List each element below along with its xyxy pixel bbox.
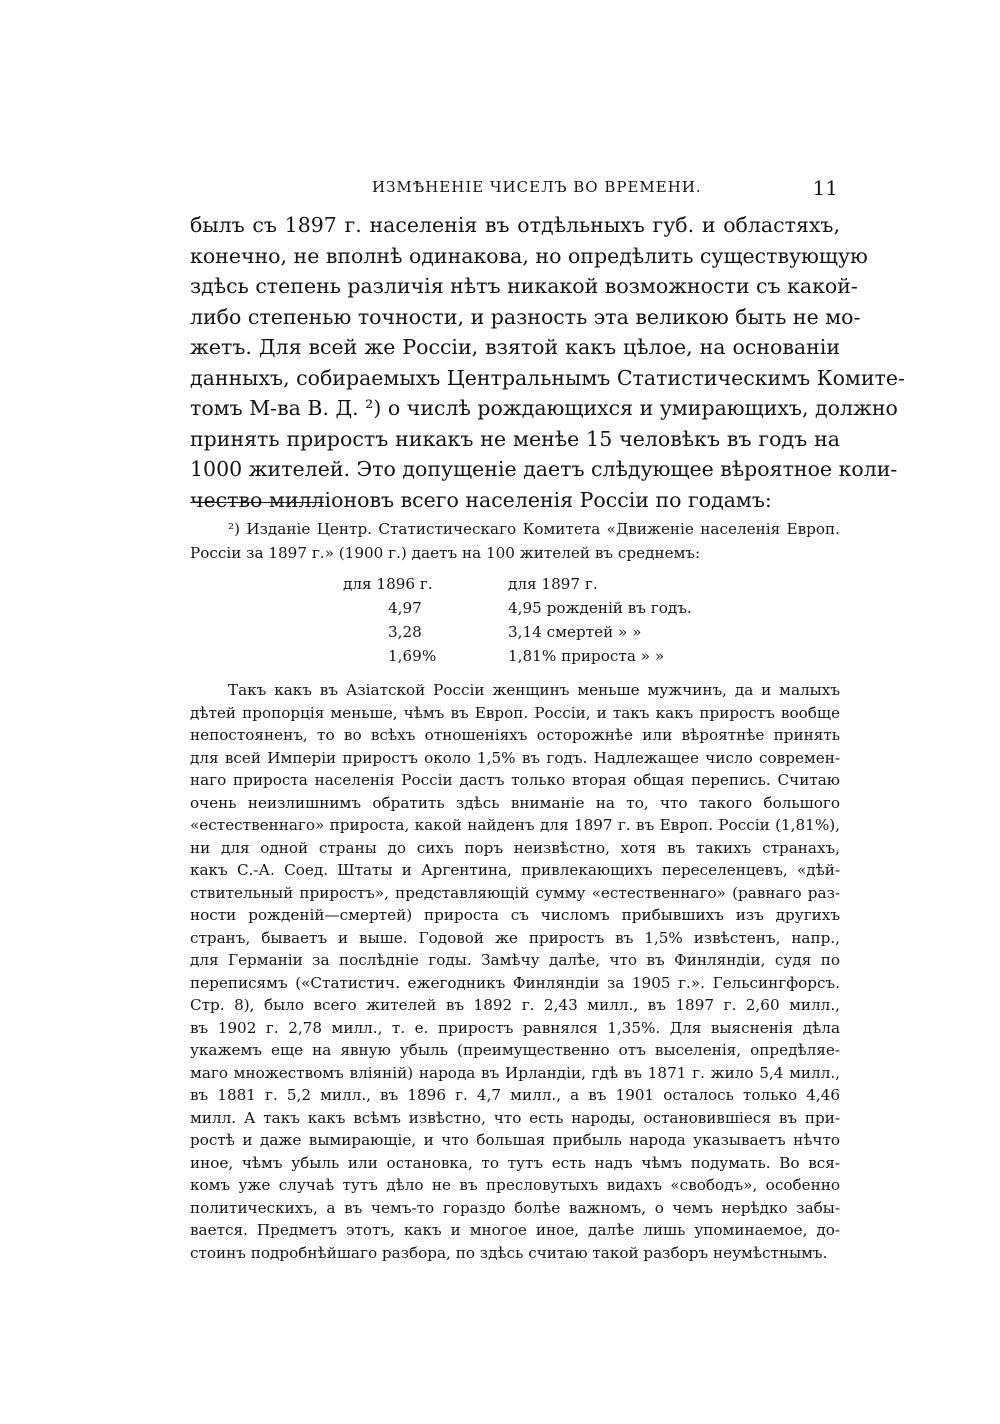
small-text-line: комъ уже случаѣ тутъ дѣло не въ пресловутыхъ видахъ «свободъ», особенно	[190, 1176, 840, 1194]
table-cell-1897: 4,95 рожденій въ годъ.	[508, 599, 692, 617]
small-text-line: Такъ какъ въ Азіатской Россіи женщинъ меньше мужчинъ, да и малыхъ	[228, 681, 840, 699]
small-text-line: иное, чѣмъ убыль или остановка, то тутъ есть надъ чѣмъ подумать. Во вся-	[190, 1153, 840, 1172]
small-text-line: ни для одной страны до сихъ поръ неизвѣстно, хотя въ такихъ странахъ,	[190, 838, 840, 857]
small-text-line: очень неизлишнимъ обратить здѣсь вниманіе на то, что такого большого	[190, 793, 840, 812]
footnote-separator	[190, 502, 324, 503]
small-text-line: наго прироста населенія Россіи дастъ только вторая общая перепись. Считаю	[190, 771, 840, 789]
main-text-line: 1000 жителей. Это допущеніе даетъ слѣдующее вѣроятное коли-	[190, 457, 898, 481]
main-text-line: конечно, не вполнѣ одинакова, но опредѣлить существующую	[190, 243, 868, 268]
footnote	[190, 517, 840, 565]
table-header-1896: для 1896 г.	[343, 575, 433, 593]
main-text-line: жетъ. Для всей же Россіи, взятой какъ цѣлое, на основаніи	[190, 335, 840, 359]
small-text-line: политическихъ, а въ чемъ-то гораздо болѣе важномъ, о чемъ нерѣдко забы-	[190, 1198, 840, 1217]
main-text-line: здѣсь степень различія нѣтъ никакой возможности съ какой-	[190, 274, 858, 298]
footnote-line: Россіи за 1897 г.» (1900 г.) даетъ на 100 жителей въ среднемъ:	[190, 544, 701, 562]
running-title: ИЗМѢНЕНІЕ ЧИСЕЛЪ ВО ВРЕМЕНИ.	[372, 178, 702, 196]
small-text-line: странъ, бываетъ и выше. Годовой же приростъ въ 1,5% извѣстенъ, напр.,	[190, 928, 840, 947]
small-text-line: стоинъ подробнѣйшаго разбора, по здѣсь считаю такой разборъ неумѣстнымъ.	[190, 1243, 828, 1262]
main-text-line: принять приростъ никакъ не менѣе 15 человѣкъ въ годъ на	[190, 426, 840, 451]
main-text-line: былъ съ 1897 г. населенія въ отдѣльныхъ губ. и областяхъ,	[190, 213, 840, 237]
table-cell-1896: 3,28	[388, 623, 422, 641]
small-text-line: для всей Имперіи приростъ около 1,5% въ годъ. Надлежащее число современ-	[190, 748, 840, 767]
table-cell-1896: 4,97	[388, 599, 422, 617]
main-text-line: либо степенью точности, и разность эта великою быть не мо-	[190, 304, 861, 329]
table-cell-1897: 3,14 смертей » »	[508, 623, 642, 641]
small-text-line: для Германіи за послѣдніе годы. Замѣчу далѣе, что въ Финляндіи, судя по	[190, 951, 840, 969]
small-text-line: въ 1902 г. 2,78 милл., т. е. приростъ равнялся 1,35%. Для выясненія дѣла	[190, 1018, 840, 1037]
small-text-line: въ 1881 г. 5,2 милл., въ 1896 г. 4,7 милл., а въ 1901 осталось только 4,46	[190, 1086, 840, 1104]
small-text-line: Стр. 8), было всего жителей въ 1892 г. 2,43 милл., въ 1897 г. 2,60 милл.,	[190, 996, 840, 1014]
small-text-line: переписямъ («Статистич. ежегодникъ Финляндіи за 1905 г.». Гельсингфорсъ.	[190, 973, 840, 992]
footnote-line: ²) Изданіе Центр. Статистическаго Комитета «Движеніе населенія Европ.	[228, 520, 840, 538]
page-header	[190, 176, 840, 200]
small-text-line: «естественнаго» прироста, какой найденъ для 1897 г. въ Европ. Россіи (1,81%),	[190, 816, 840, 834]
table-cell-1896: 1,69%	[388, 647, 437, 665]
small-print-paragraph	[190, 679, 840, 1264]
small-text-line: маго множествомъ вліяній) народа въ Ирландіи, гдѣ въ 1871 г. жило 5,4 милл.,	[190, 1063, 840, 1082]
main-text-line: томъ М-ва В. Д. ²) о числѣ рождающихся и умирающихъ, должно	[190, 396, 898, 420]
small-text-line: милл. А такъ какъ всѣмъ извѣстно, что есть народы, остановившіеся въ при-	[190, 1108, 840, 1127]
main-paragraph	[190, 210, 905, 515]
small-text-line: ростѣ и даже вымирающіе, и что большая прибыль народа указываетъ нѣчто	[190, 1131, 840, 1149]
main-text-line: чество милліоновъ всего населенія Россіи по годамъ:	[190, 487, 772, 512]
small-text-line: какъ С.-А. Соед. Штаты и Аргентина, привлекающихъ переселенцевъ, «дѣй-	[190, 861, 840, 879]
small-text-line: дѣтей пропорція меньше, чѣмъ въ Европ. Россіи, и такъ какъ приростъ вообще	[190, 703, 840, 722]
small-text-line: укажемъ еще на явную убыль (преимущественно отъ выселенія, опредѣляе-	[190, 1041, 840, 1059]
small-text-line: непостояненъ, то во всѣхъ отношеніяхъ осторожнѣе или вѣроятнѣе принять	[190, 726, 840, 744]
footnote-table	[190, 572, 840, 672]
small-text-line: ствительный приростъ», представляющій сумму «естественнаго» (равнаго раз-	[190, 883, 840, 902]
page-number: 11	[812, 176, 838, 200]
table-header-1897: для 1897 г.	[508, 575, 598, 593]
table-cell-1897: 1,81% прироста » »	[508, 647, 665, 665]
main-text-line: данныхъ, собираемыхъ Центральнымъ Статистическимъ Комите-	[190, 365, 905, 390]
small-text-line: ности рожденій—смертей) прироста съ числомъ прибывшихъ изъ другихъ	[190, 906, 840, 924]
small-text-line: вается. Предметъ этотъ, какъ и многое иное, далѣе лишь упоминаемое, до-	[190, 1221, 840, 1239]
